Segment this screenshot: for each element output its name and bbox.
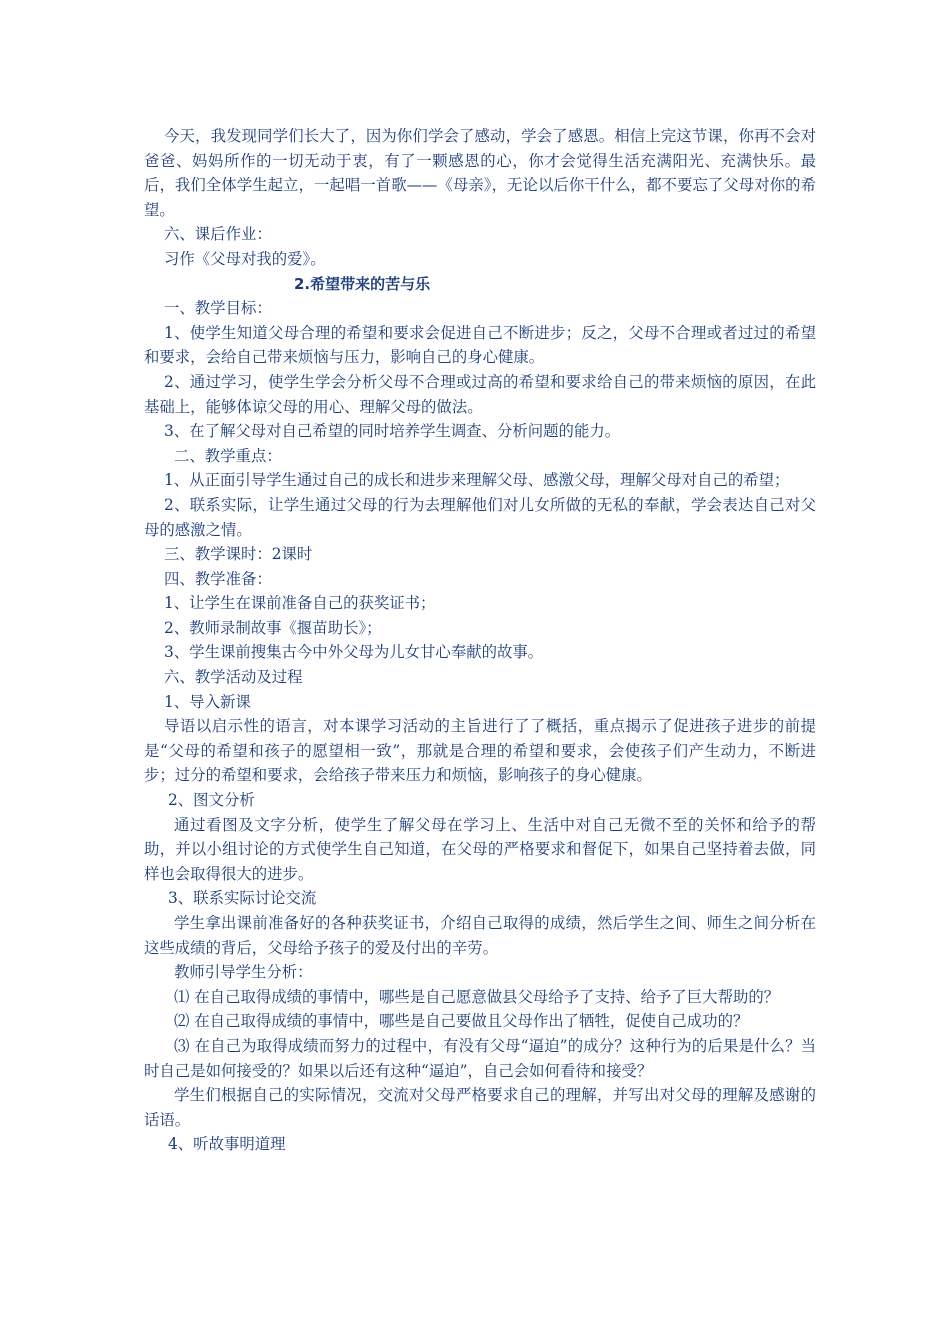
analysis-question: ⑵ 在自己取得成绩的事情中，哪些是自己要做且父母作出了牺牲，促使自己成功的？ bbox=[174, 1012, 749, 1031]
document-page bbox=[144, 124, 816, 1157]
objective-item: 1、使学生知道父母合理的希望和要求会促进自己不断进步；反之，父母不合理或者过过的希望和要求，会给自己带来烦恼与压力，影响自己的身心健康。 bbox=[144, 323, 816, 367]
objective-item: 3、在了解父母对自己希望的同时培养学生调查、分析问题的能力。 bbox=[164, 422, 621, 441]
lesson-title: 2.希望带来的苦与乐 bbox=[294, 274, 431, 293]
key-point-item: 2、联系实际，让学生通过父母的行为去理解他们对儿女所做的无私的奉献，学会表达自己对父母的感激之情。 bbox=[144, 495, 816, 539]
section-hours: 三、教学课时：2课时 bbox=[164, 545, 313, 564]
preparation-item: 2、教师录制故事《揠苗助长》； bbox=[164, 618, 382, 637]
activity-subheading: 3、联系实际讨论交流 bbox=[168, 889, 317, 908]
preparation-item: 3、学生课前搜集古今中外父母为儿女甘心奉献的故事。 bbox=[164, 643, 544, 662]
activity-paragraph: 学生拿出课前准备好的各种获奖证书，介绍自己取得的成绩，然后学生之间、师生之间分析在这些成绩的背后，父母给予孩子的爱及付出的辛劳。 bbox=[144, 914, 816, 957]
activity-subheading: 2、图文分析 bbox=[168, 791, 255, 810]
analysis-intro: 教师引导学生分析： bbox=[174, 963, 313, 982]
section-homework-heading: 六、课后作业： bbox=[164, 225, 272, 244]
section-objectives-heading: 一、教学目标： bbox=[164, 299, 272, 318]
analysis-question: ⑴ 在自己取得成绩的事情中，哪些是自己愿意做县父母给予了支持、给予了巨大帮助的？ bbox=[174, 987, 780, 1006]
section-activities-heading: 六、教学活动及过程 bbox=[164, 668, 303, 687]
objective-item: 2、通过学习，使学生学会分析父母不合理或过高的希望和要求给自己的带来烦恼的原因，在此基础上，能够体谅父母的用心、理解父母的做法。 bbox=[144, 372, 816, 416]
closing-paragraph: 今天，我发现同学们长大了，因为你们学会了感动，学会了感恩。相信上完这节课，你再不会对爸爸、妈妈所作的一切无动于衷，有了一颗感恩的心，你才会觉得生活充满阳光、充满快乐。最后，我们全体学生起立，一起唱一首歌——《母亲》，无论以后你干什么，都不要忘了父母对你的希望。 bbox=[144, 127, 816, 219]
preparation-item: 1、让学生在课前准备自己的获奖证书； bbox=[164, 594, 436, 613]
activity-paragraph: 通过看图及文字分析，使学生了解父母在学习上、生活中对自己无微不至的关怀和给予的帮助，并以小组讨论的方式使学生自己知道，在父母的严格要求和督促下，如果自己坚持着去做，同样也会取得很大的进步。 bbox=[144, 815, 816, 883]
activity-paragraph: 导语以启示性的语言，对本课学习活动的主旨进行了了概括，重点揭示了促进孩子进步的前提是“父母的希望和孩子的愿望相一致”，那就是合理的希望和要求，会使孩子们产生动力，不断进步；过分的希望和要求，会给孩子带来压力和烦恼，影响孩子的身心健康。 bbox=[144, 717, 816, 785]
activity-subheading: 1、导入新课 bbox=[164, 692, 251, 711]
analysis-question: ⑶ 在自己为取得成绩而努力的过程中，有没有父母“逼迫”的成分？这种行为的后果是什么？当时自己是如何接受的？如果以后还有这种“逼迫”，自己会如何看待和接受？ bbox=[144, 1036, 816, 1080]
section-preparation-heading: 四、教学准备： bbox=[164, 569, 272, 588]
key-point-item: 1、从正面引导学生通过自己的成长和进步来理解父母、感激父母，理解父母对自己的希望； bbox=[164, 471, 790, 490]
homework-text: 习作《父母对我的爱》。 bbox=[164, 249, 326, 268]
activity-paragraph: 学生们根据自己的实际情况，交流对父母严格要求自己的理解，并写出对父母的理解及感谢的话语。 bbox=[144, 1086, 816, 1129]
activity-subheading: 4、听故事明道理 bbox=[168, 1135, 286, 1154]
section-key-points-heading: 二、教学重点： bbox=[174, 446, 282, 465]
